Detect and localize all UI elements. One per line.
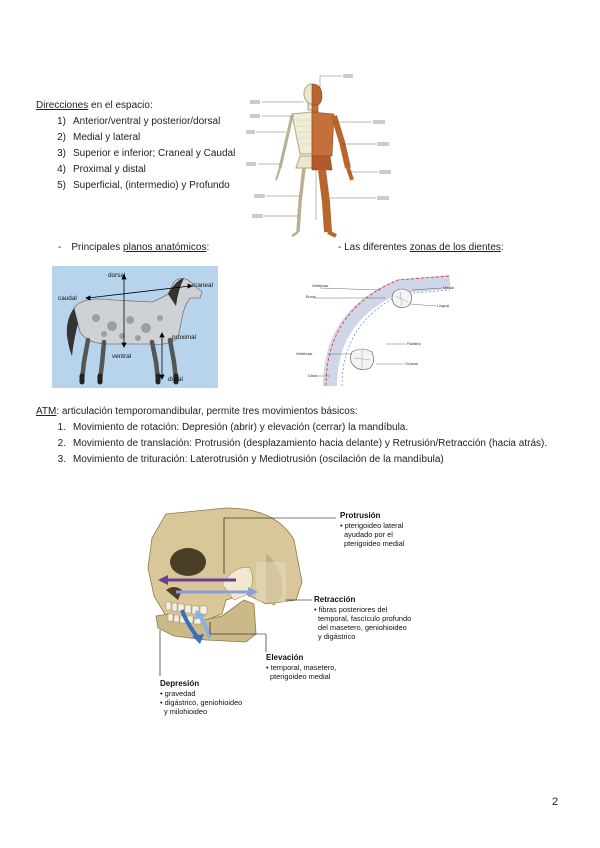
directions-title-underlined: Direcciones (36, 100, 89, 111)
teeth-heading-underlined: zonas de los dientes (409, 242, 501, 253)
human-anatomy-svg (246, 72, 394, 240)
atm-title-underlined: ATM (36, 406, 57, 417)
directions-section (36, 98, 246, 194)
atm-title (36, 404, 576, 420)
svg-text:y milohioideo: y milohioideo (164, 707, 208, 716)
horse-planes-figure (52, 266, 218, 388)
horse-svg (52, 266, 218, 388)
horse-label-craneal: craneal (192, 282, 213, 289)
horse-label-caudal: caudal (58, 295, 77, 302)
svg-text:Retracción: Retracción (314, 595, 356, 604)
svg-text:ayudado por el: ayudado por el (344, 530, 393, 539)
teeth-label-mesial: Mesial (443, 286, 454, 290)
svg-text:Depresión: Depresión (160, 679, 200, 688)
teeth-label-distal: Distal (308, 374, 318, 378)
molar-tooth (392, 289, 412, 308)
horse-label-distal: distal (168, 376, 183, 383)
human-anatomy-figure (246, 72, 394, 240)
teeth-label-bucal: Bucal (306, 295, 316, 299)
teeth-label-lingual: Lingual (437, 304, 450, 308)
directions-list (48, 114, 246, 194)
incisor-tooth (350, 349, 373, 370)
directions-title (36, 98, 246, 114)
list-item: 1) Anterior/ventral y posterior/dorsal (57, 116, 221, 127)
jaw-svg (126, 504, 474, 722)
horse-label-proximal: proximal (172, 334, 197, 341)
atm-list (48, 420, 576, 468)
list-item: 5) Superficial, (intermedio) y Profundo (57, 180, 230, 191)
list-item: 2. Movimiento de translación: Protrusión (desplazamiento hacia delante) y Retrusión/Retracción (hacia atrás). (57, 438, 548, 449)
svg-text:• pterigoideo lateral: • pterigoideo lateral (340, 521, 404, 530)
planes-heading: - Principales planos anatómicos: (58, 242, 210, 253)
list-item: 4) Proximal y distal (57, 164, 146, 175)
teeth-label-oclusal: Oclusal (405, 362, 418, 366)
teeth-label-vestibular: Vestibular (312, 284, 329, 288)
planes-heading-underlined: planos anatómicos (123, 242, 207, 253)
teeth-svg (290, 274, 462, 390)
directions-title-rest: en el espacio: (88, 100, 153, 111)
svg-text:Elevación: Elevación (266, 653, 304, 662)
atm-title-rest: : articulación temporomandibular, permite tres movimientos básicos: (56, 406, 358, 417)
list-item: 1. Movimiento de rotación: Depresión (abrir) y elevación (cerrar) la mandíbula. (57, 422, 409, 433)
svg-text:• temporal, masetero,: • temporal, masetero, (266, 663, 337, 672)
horse-silhouette (67, 278, 202, 382)
planes-heading-dash: - (58, 242, 62, 253)
teeth-label-vestibular-low: Vestibular (296, 352, 313, 356)
svg-text:temporal, fascículo profundo: temporal, fascículo profundo (318, 614, 412, 623)
svg-text:• fibras posteriores del: • fibras posteriores del (314, 605, 388, 614)
horse-label-ventral: ventral (112, 353, 132, 360)
svg-text:• gravedad: • gravedad (160, 689, 196, 698)
teeth-zones-figure (290, 274, 462, 390)
svg-text:del masetero, geniohioideo: del masetero, geniohioideo (318, 623, 407, 632)
svg-text:Protrusión: Protrusión (340, 511, 381, 520)
teeth-heading: - Las diferentes zonas de los dientes: (338, 242, 504, 253)
svg-text:y digástrico: y digástrico (318, 632, 356, 641)
list-item: 2) Medial y lateral (57, 132, 141, 143)
teeth-label-palatino: Palatino (407, 342, 421, 346)
svg-text:pterigoideo medial: pterigoideo medial (344, 539, 405, 548)
list-item: 3) Superior e inferior; Craneal y Caudal (57, 148, 236, 159)
atm-section (36, 404, 576, 468)
svg-text:• digástrico, geniohioideo: • digástrico, geniohioideo (160, 698, 243, 707)
horse-label-dorsal: dorsal (108, 272, 126, 279)
list-item: 3. Movimiento de trituración: Laterotrusión y Mediotrusión (oscilación de la mandíbula) (57, 454, 444, 465)
jaw-movements-figure (126, 504, 474, 722)
page-number: 2 (552, 796, 559, 808)
svg-text:pterigoideo medial: pterigoideo medial (270, 672, 331, 681)
